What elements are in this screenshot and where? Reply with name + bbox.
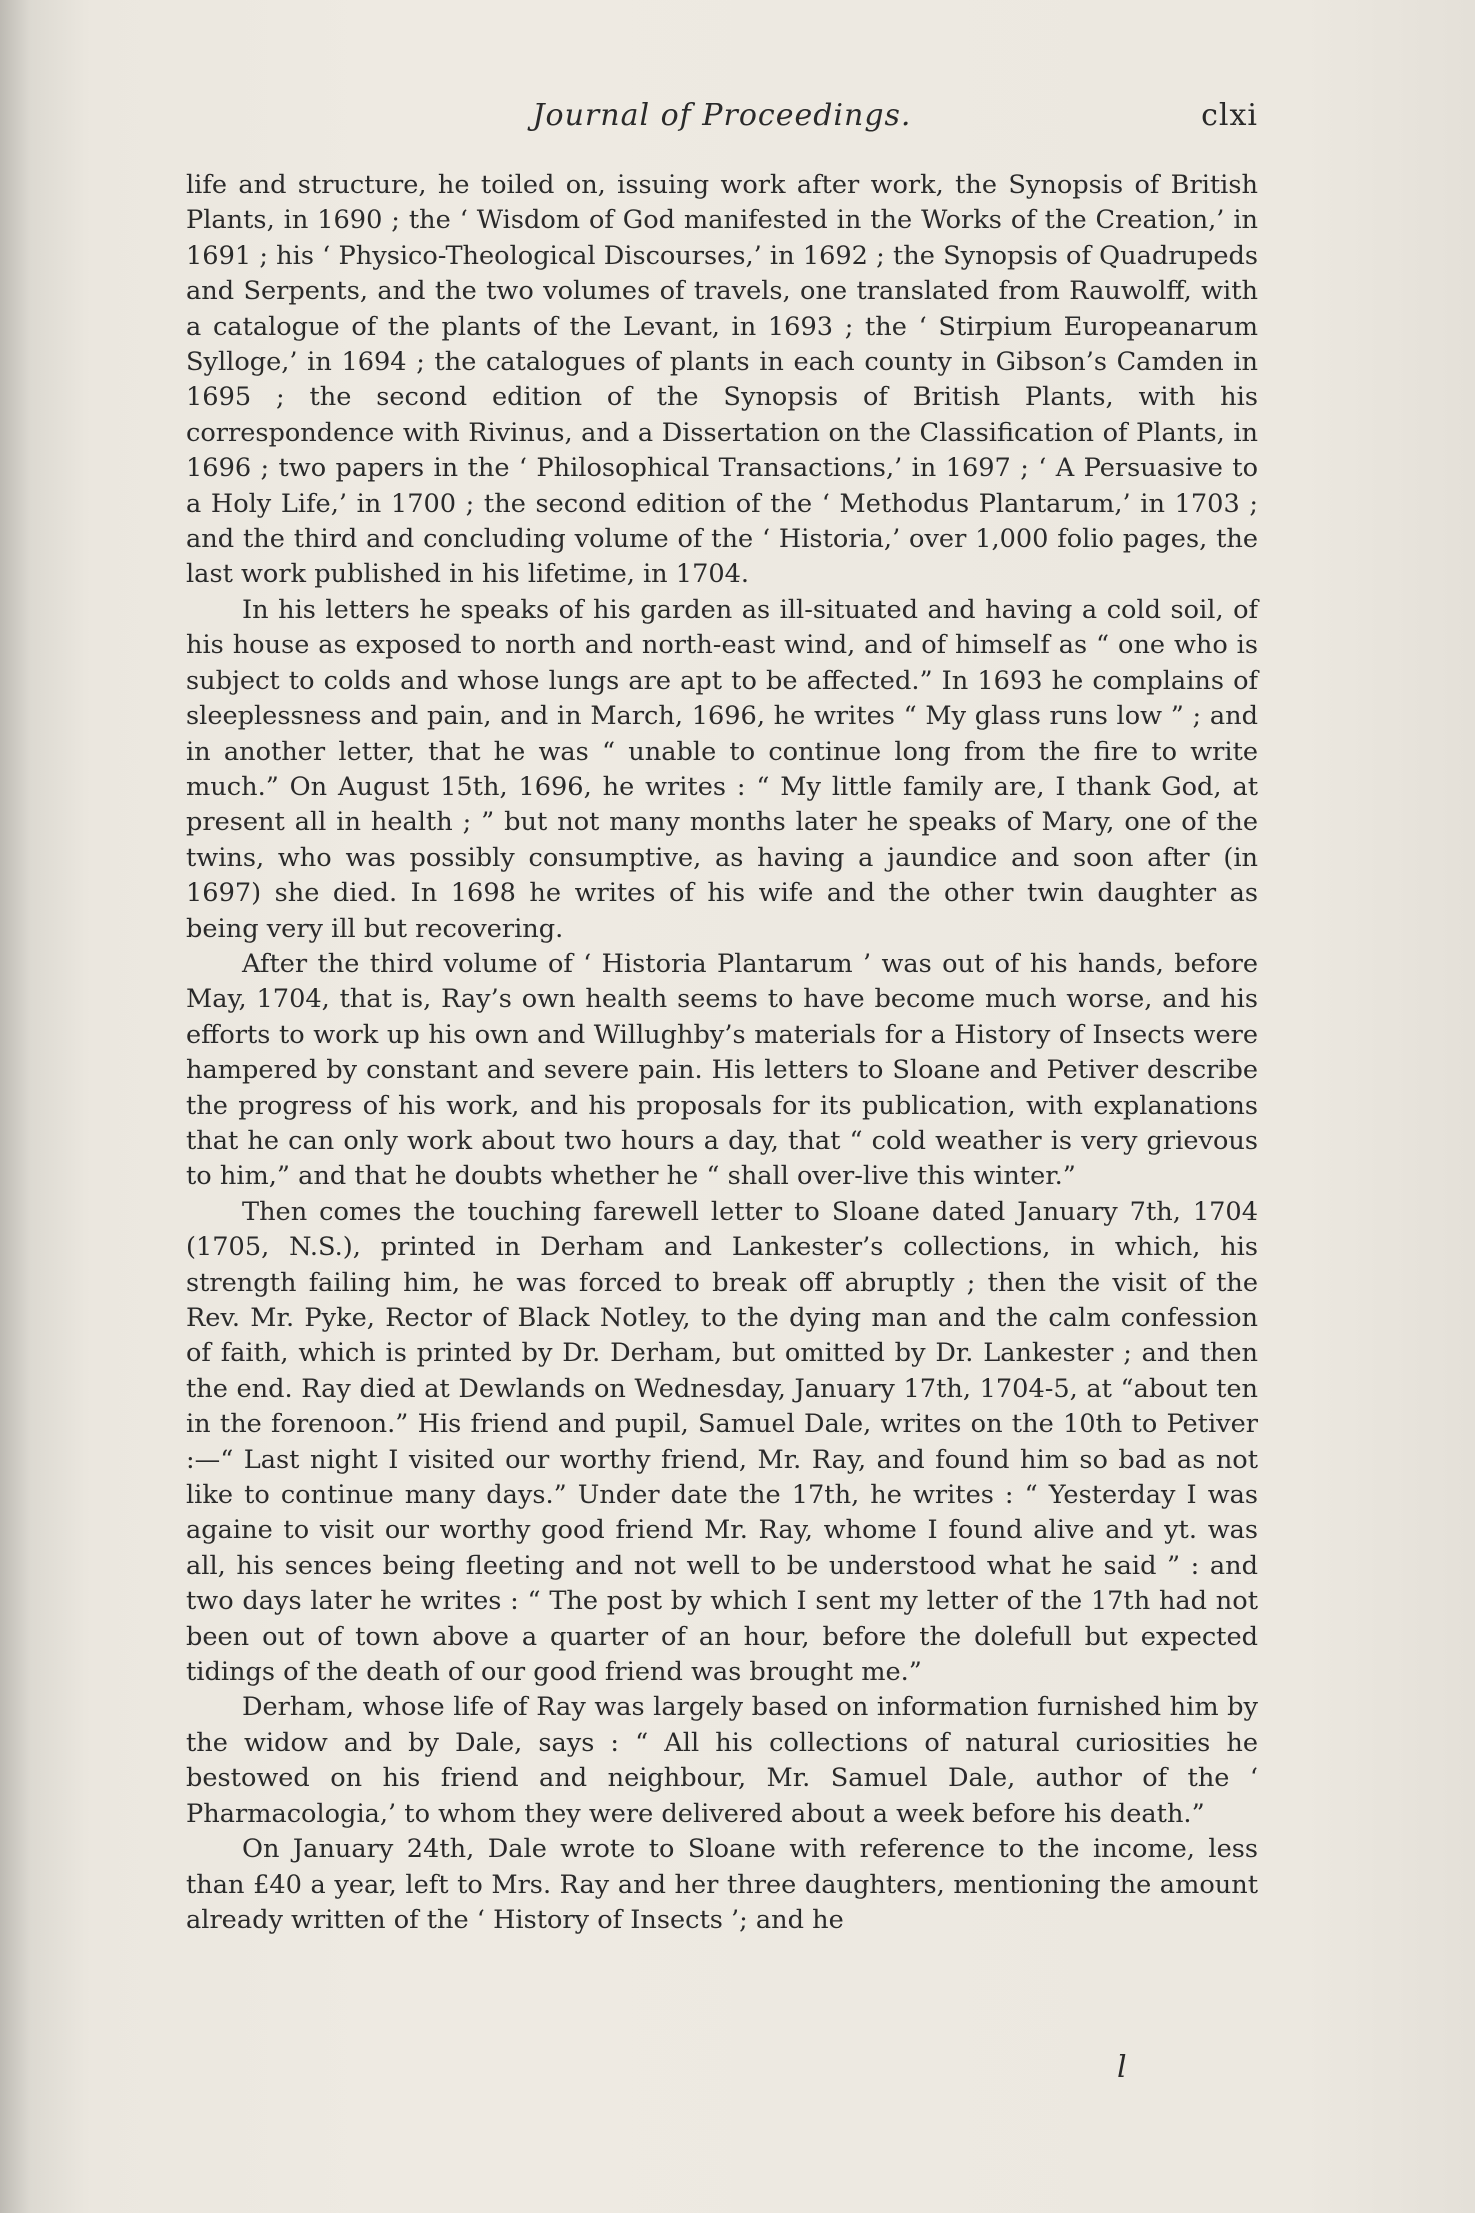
paragraph-derham-collections: Derham, whose life of Ray was largely based on information furnished him by the widow and by Dale, says : “ All his collections of natural curiosities he bestowed on his friend and neighbour, Mr. Samuel Dale, author of the ‘ Pharmacologia,’ to whom they were delivered about a week before his death.” [186, 1692, 1258, 1829]
running-head [186, 98, 1258, 138]
running-title: Journal of Proceedings. [532, 98, 912, 133]
body-text [186, 168, 1258, 1938]
signature-mark: l [1117, 2050, 1127, 2085]
paragraph-continued: life and structure, he toiled on, issuing work after work, the Synopsis of British Plants, in 1690 ; the ‘ Wisdom of God manifested in the Works of the Creation,’ in 1691 ; his ‘ Physico-Theological Discourses,’ in 1692 ; the Synopsis of Quadrupeds and Serpents, and the two volumes of travels, one translated from Rauwolff, with a catalogue of the plants of the Levant, in 1693 ; the ‘ Stirpium Europeanarum Sylloge,’ in 1694 ; the catalogues of plants in each county in Gibson’s Camden in 1695 ; the second edition of the Synopsis of British Plants, with his correspondence with Rivinus, and a Dissertation on the Classification of Plants, in 1696 ; two papers in the ‘ Philosophical Transactions,’ in 1697 ; ‘ A Persuasive to a Holy Life,’ in 1700 ; the second edition of the ‘ Methodus Plantarum,’ in 1703 ; and the third and concluding volume of the ‘ Historia,’ over 1,000 folio pages, the last work published in his lifetime, in 1704. [186, 170, 1258, 590]
paragraph-letters-health: In his letters he speaks of his garden as ill-situated and having a cold soil, of his house as exposed to north and north-east wind, and of himself as “ one who is subject to colds and whose lungs are apt to be affected.” In 1693 he complains of sleeplessness and pain, and in March, 1696, he writes “ My glass runs low ” ; and in another letter, that he was “ unable to continue long from the fire to write much.” On August 15th, 1696, he writes : “ My little family are, I thank God, at present all in health ; ” but not many months later he speaks of Mary, one of the twins, who was possibly consumptive, as having a jaundice and soon after (in 1697) she died. In 1698 he writes of his wife and the other twin daughter as being very ill but recovering. [186, 594, 1258, 944]
paragraph-dale-sloane: On January 24th, Dale wrote to Sloane with reference to the income, less than £40 a year, left to Mrs. Ray and her three daughters, mentioning the amount already written of the ‘ History of Insects ’; and he [186, 1834, 1258, 1935]
paragraph-historia-insects: After the third volume of ‘ Historia Plantarum ’ was out of his hands, before May, 1704, that is, Ray’s own health seems to have become much worse, and his efforts to work up his own and Willughby’s materials for a History of Insects were hampered by constant and severe pain. His letters to Sloane and Petiver describe the progress of his work, and his proposals for its publication, with explanations that he can only work about two hours a day, that “ cold weather is very grievous to him,” and that he doubts whether he “ shall over-live this winter.” [186, 948, 1258, 1192]
paragraph-farewell-death: Then comes the touching farewell letter to Sloane dated January 7th, 1704 (1705, N.S.), printed in Derham and Lankester’s collections, in which, his strength failing him, he was forced to break off abruptly ; then the visit of the Rev. Mr. Pyke, Rector of Black Notley, to the dying man and the calm confession of faith, which is printed by Dr. Derham, but omitted by Dr. Lankester ; and then the end. Ray died at Dewlands on Wednesday, January 17th, 1704-5, at “about ten in the forenoon.” His friend and pupil, Samuel Dale, writes on the 10th to Petiver :—“ Last night I visited our worthy friend, Mr. Ray, and found him so bad as not like to continue many days.” Under date the 17th, he writes : “ Yesterday I was againe to visit our worthy good friend Mr. Ray, whome I found alive and yt. was all, his sences being fleeting and not well to be understood what he said ” : and two days later he writes : “ The post by which I sent my letter of the 17th had not been out of town above a quarter of an hour, before the dolefull but expected tidings of the death of our good friend was brought me.” [186, 1196, 1258, 1688]
page-number: clxi [1201, 98, 1258, 133]
